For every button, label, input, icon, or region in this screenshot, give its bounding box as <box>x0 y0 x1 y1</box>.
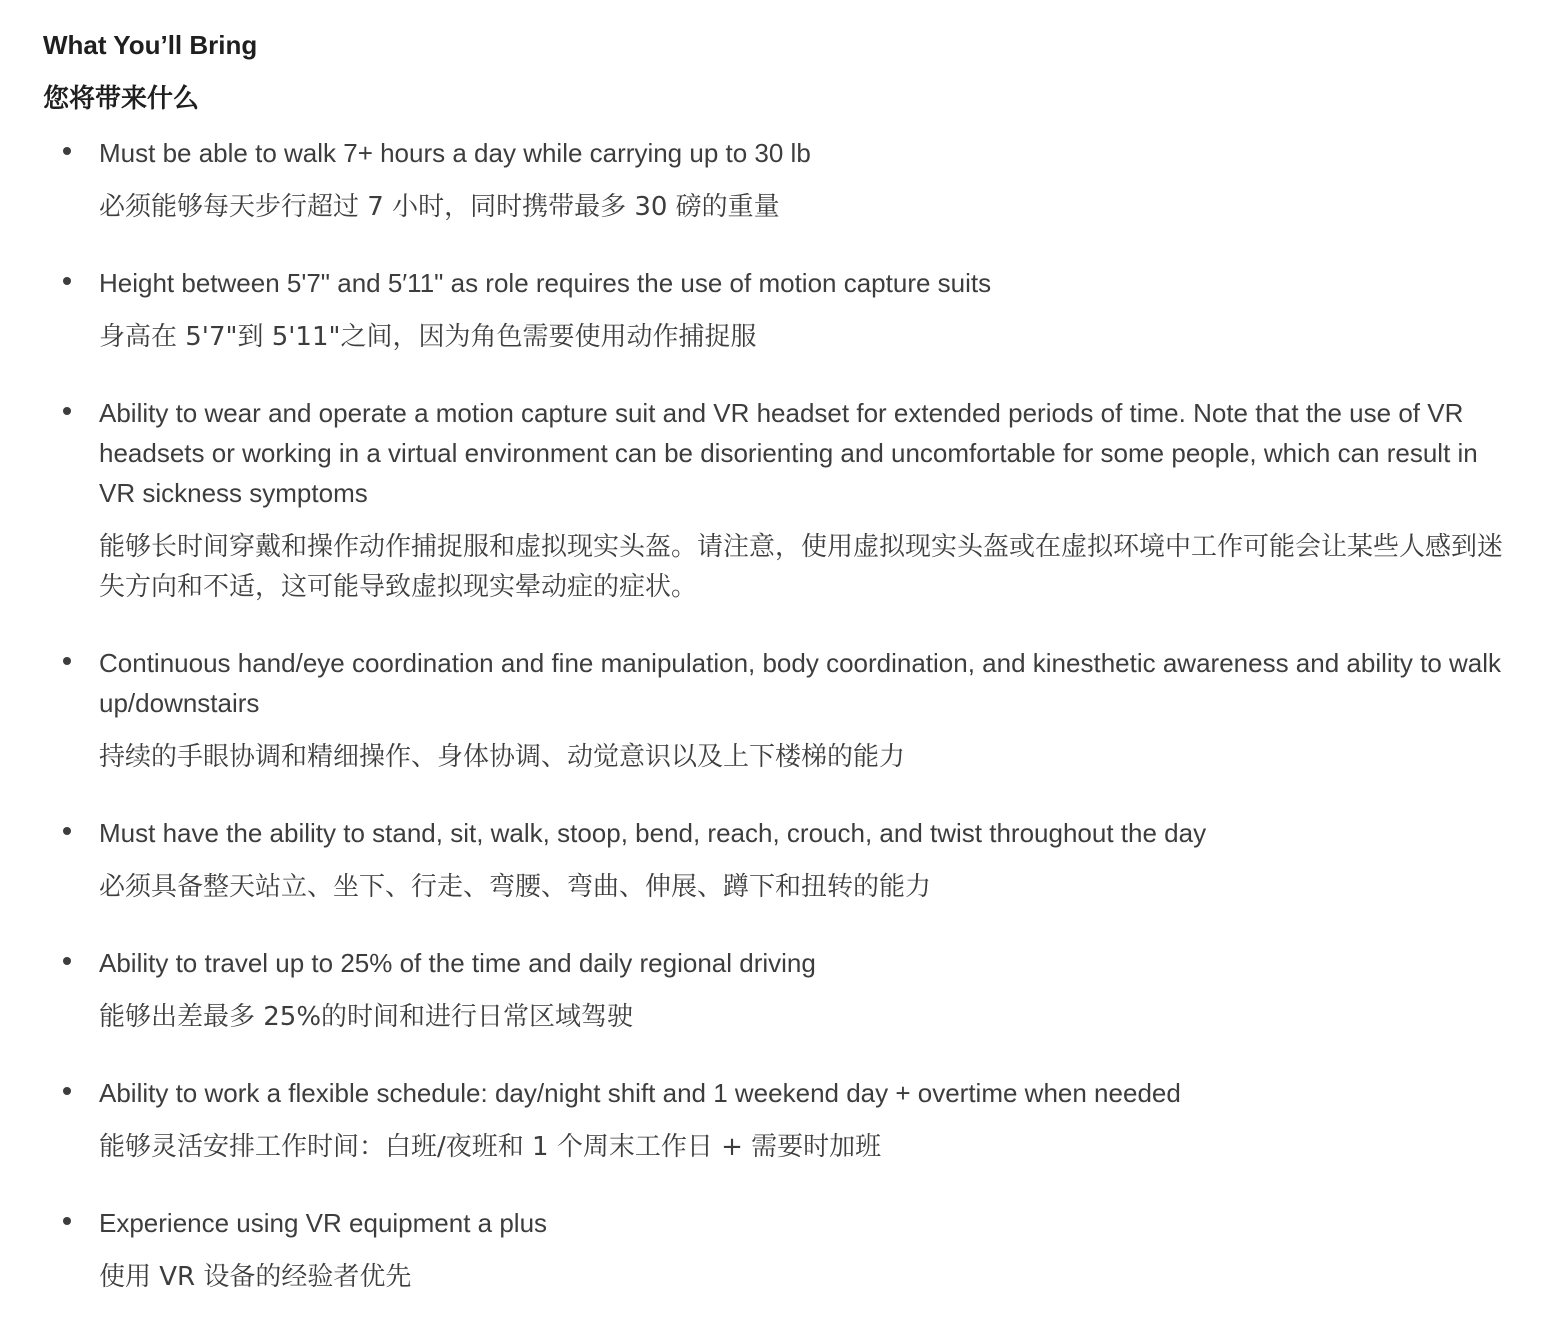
requirement-item <box>43 393 1508 607</box>
requirement-text-en: Must have the ability to stand, sit, walk, stoop, bend, reach, crouch, and twist throughout the day <box>99 818 1207 848</box>
bullet-icon <box>63 1087 71 1095</box>
requirement-text-zh: 能够长时间穿戴和操作动作捕捉服和虚拟现实头盔。请注意，使用虚拟现实头盔或在虚拟环境中工作可能会让某些人感到迷失方向和不适，这可能导致虚拟现实晕动症的症状。 <box>99 532 1504 602</box>
requirement-item <box>43 263 1508 357</box>
requirements-list <box>43 133 1508 1297</box>
requirement-text-zh: 使用 VR 设备的经验者优先 <box>99 1262 412 1292</box>
bullet-icon <box>63 277 71 285</box>
section-title-en: What You’ll Bring <box>43 30 258 60</box>
requirement-text-en: Experience using VR equipment a plus <box>99 1208 548 1238</box>
requirement-text-en: Ability to work a flexible schedule: day/night shift and 1 weekend day + overtime when needed <box>99 1078 1181 1108</box>
requirement-text-zh: 身高在 5'7"到 5'11"之间，因为角色需要使用动作捕捉服 <box>99 322 757 352</box>
requirement-text-zh: 能够出差最多 25%的时间和进行日常区域驾驶 <box>99 1002 634 1032</box>
requirement-text-en: Must be able to walk 7+ hours a day while carrying up to 30 lb <box>99 138 811 168</box>
bullet-icon <box>63 657 71 665</box>
requirement-text-zh: 必须能够每天步行超过 7 小时，同时携带最多 30 磅的重量 <box>99 192 780 222</box>
requirement-item <box>43 1203 1508 1297</box>
requirement-text-en: Continuous hand/eye coordination and fine manipulation, body coordination, and kinesthetic awareness and ability to walk up/downstairs <box>99 648 1502 718</box>
requirement-item <box>43 943 1508 1037</box>
requirement-item <box>43 133 1508 227</box>
requirement-item <box>43 1073 1508 1167</box>
requirement-item <box>43 643 1508 777</box>
requirement-text-en: Ability to wear and operate a motion capture suit and VR headset for extended periods of time. Note that the use of VR headsets or working in a virtual environment can be disorienting and uncomfortable for some people, which can result in VR sickness symptoms <box>99 398 1478 508</box>
bullet-icon <box>63 1217 71 1225</box>
requirement-text-en: Height between 5'7" and 5′11" as role requires the use of motion capture suits <box>99 268 992 298</box>
requirement-text-zh: 持续的手眼协调和精细操作、身体协调、动觉意识以及上下楼梯的能力 <box>99 742 906 772</box>
requirement-item <box>43 813 1508 907</box>
bullet-icon <box>63 827 71 835</box>
bullet-icon <box>63 957 71 965</box>
section-title-zh: 您将带来什么 <box>43 84 200 114</box>
requirement-text-zh: 必须具备整天站立、坐下、行走、弯腰、弯曲、伸展、蹲下和扭转的能力 <box>99 872 932 902</box>
requirement-text-zh: 能够灵活安排工作时间：白班/夜班和 1 个周末工作日 + 需要时加班 <box>99 1132 882 1162</box>
requirement-text-en: Ability to travel up to 25% of the time and daily regional driving <box>99 948 816 978</box>
bullet-icon <box>63 147 71 155</box>
bullet-icon <box>63 407 71 415</box>
